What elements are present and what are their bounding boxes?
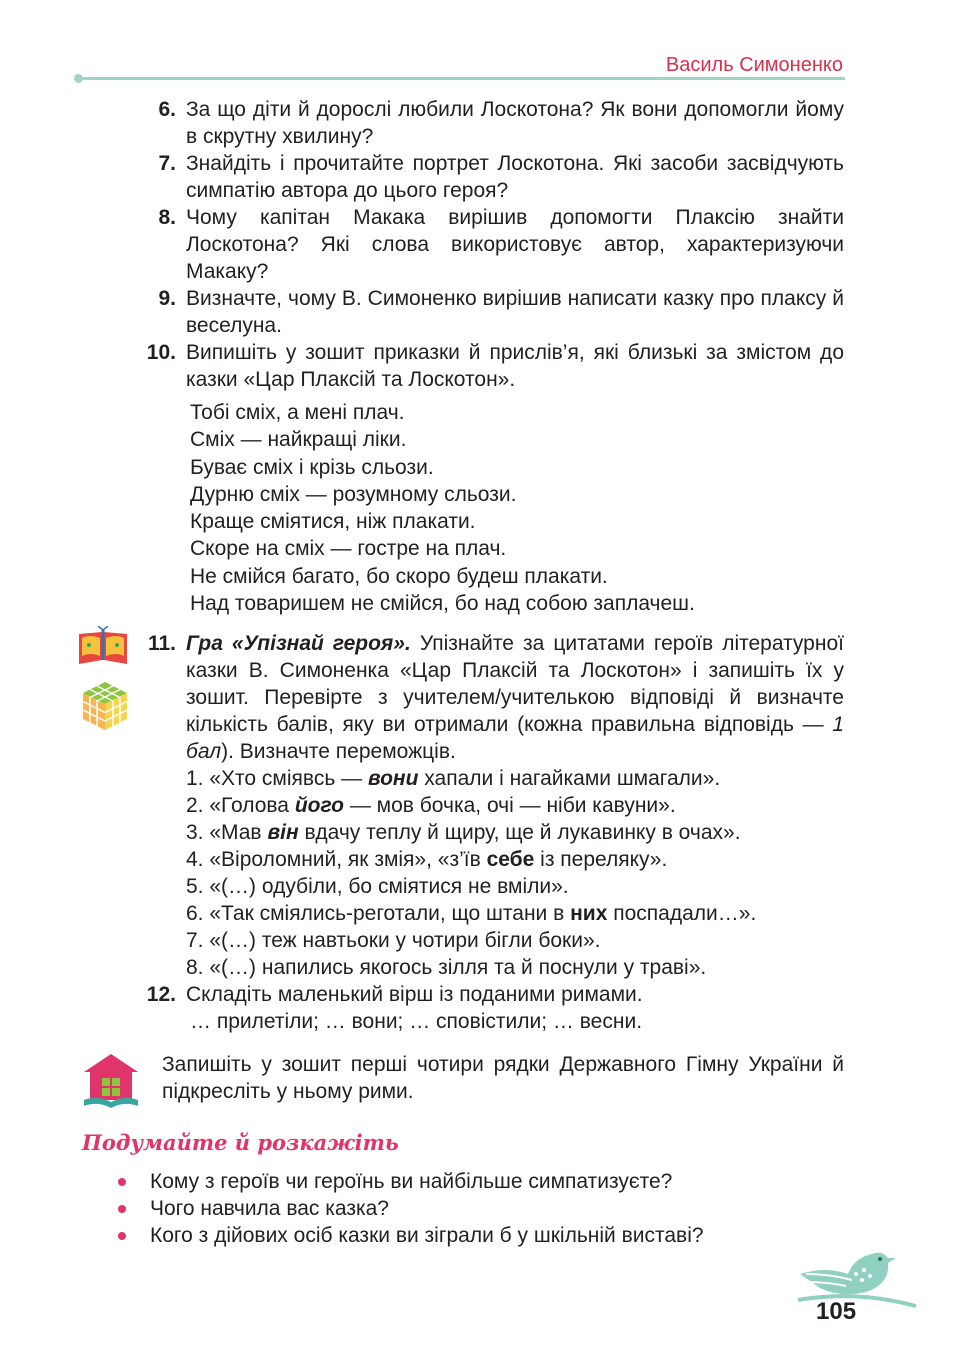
question-text: Складіть маленький вірш із поданими римами. — [186, 983, 643, 1006]
bullet-item: Чого навчила вас казка? — [116, 1195, 704, 1222]
proverb: Сміх — найкращі ліки. — [190, 428, 407, 452]
question-text: Знайдіть і прочитайте портрет Лоскотона. Які засоби засвідчують симпатію автора до цього героя? — [186, 152, 844, 202]
quote-item: 7. «(…) теж навтьоки у чотири бігли боки». — [186, 929, 601, 952]
proverb: Скоре на сміх — гостре на плач. — [190, 537, 507, 561]
proverb: Краще сміятися, ніж плакати. — [190, 510, 476, 534]
question-text — [186, 630, 844, 765]
game-instructions: Упізнайте за цитатами героїв літературної казки В. Симоненка «Цар Плаксій та Лоскотон» і запишіть їх у зошит. Перевірте з учителем/учителькою відповіді й визначте кількість балів, яку ви отримали (кожна правильна відповідь — — [186, 632, 844, 736]
bullet-item: Кому з героїв чи героїнь ви найбільше симпатизуєте? — [116, 1168, 704, 1195]
bullet-dot — [118, 1205, 126, 1213]
points-value: 1 бал — [186, 713, 844, 763]
question-12 — [136, 981, 844, 1035]
bird-icon — [796, 1244, 920, 1318]
game-instructions-end: ). Визначте переможців. — [221, 740, 456, 763]
question-number: 7. — [158, 152, 176, 175]
quote-item: 6. «Так сміялись-реготали, що штани в них поспадали…». — [186, 902, 757, 925]
proverbs-list — [190, 399, 695, 617]
question-9 — [136, 285, 844, 339]
rhymes-line: … прилетіли; … вони; … сповістили; … весни. — [190, 1010, 643, 1033]
cube-icon — [80, 680, 130, 732]
question-text: Випишіть у зошит приказки й прислів’я, які близькі за змістом до казки «Цар Плаксій та Лоскотон». — [186, 341, 844, 391]
butterfly-book-icon — [76, 626, 130, 668]
bullet-dot — [118, 1232, 126, 1240]
question-7 — [136, 150, 844, 204]
page-number: 105 — [816, 1298, 857, 1325]
quote-item: 8. «(…) напились якогось зілля та й поснули у траві». — [186, 956, 707, 979]
question-text: За що діти й дорослі любили Лоскотона? Як вони допомогли йому в скрутну хвилину? — [186, 98, 844, 148]
proverb: Дурню сміх — розумному сльози. — [190, 482, 517, 506]
game-title: Гра «Упізнай героя». — [186, 632, 411, 655]
bullet-dot — [118, 1178, 126, 1186]
question-8 — [136, 204, 844, 285]
quote-item: 3. «Мав він вдачу теплу й щиру, ще й лукавинку в очах». — [186, 821, 741, 844]
proverb: Тобі сміх, а мені плач. — [190, 401, 405, 424]
question-number: 8. — [158, 206, 176, 229]
question-number: 9. — [158, 287, 176, 310]
proverb: Буває сміх і крізь сльози. — [190, 455, 434, 479]
quote-item: 5. «(…) одубіли, бо сміятися не вміли». — [186, 875, 569, 898]
question-11 — [136, 630, 844, 981]
homework-task: Запишіть у зошит перші чотири рядки Державного Гімну України й підкресліть у ньому рими. — [162, 1053, 844, 1103]
question-10 — [136, 339, 844, 393]
section-title: Подумайте й розкажіть — [82, 1130, 399, 1155]
house-book-icon — [80, 1050, 142, 1112]
question-number: 12. — [146, 983, 176, 1006]
quote-item: 4. «Віроломний, як змія», «з’їв себе із переляку». — [186, 848, 668, 871]
question-text: Чому капітан Макака вирішив допомогти Плаксію знайти Лоскотона? Які слова використовує автор, характеризуючи Макаку? — [186, 206, 844, 283]
question-text: Визначте, чому В. Симоненко вирішив написати казку про плаксу й веселуна. — [186, 287, 844, 337]
question-number: 11. — [147, 632, 176, 655]
discussion-bullets — [116, 1168, 704, 1249]
proverb: Не смійся багато, бо скоро будеш плакати. — [190, 564, 608, 588]
question-number: 6. — [158, 98, 176, 121]
quotes-list — [186, 765, 844, 981]
question-6 — [136, 96, 844, 150]
header-author: Василь Симоненко — [665, 54, 843, 76]
quote-item: 2. «Голова його — мов бочка, очі — ніби кавуни». — [186, 794, 676, 817]
quote-item: 1. «Хто сміявсь — вони хапали і нагайками шмагали». — [186, 767, 721, 790]
bullet-item: Кого з дійових осіб казки ви зіграли б у шкільній виставі? — [116, 1222, 704, 1249]
question-number: 10. — [146, 341, 176, 364]
proverb: Над товаришем не смійся, бо над собою заплачеш. — [190, 592, 695, 616]
header-rule — [78, 77, 845, 80]
